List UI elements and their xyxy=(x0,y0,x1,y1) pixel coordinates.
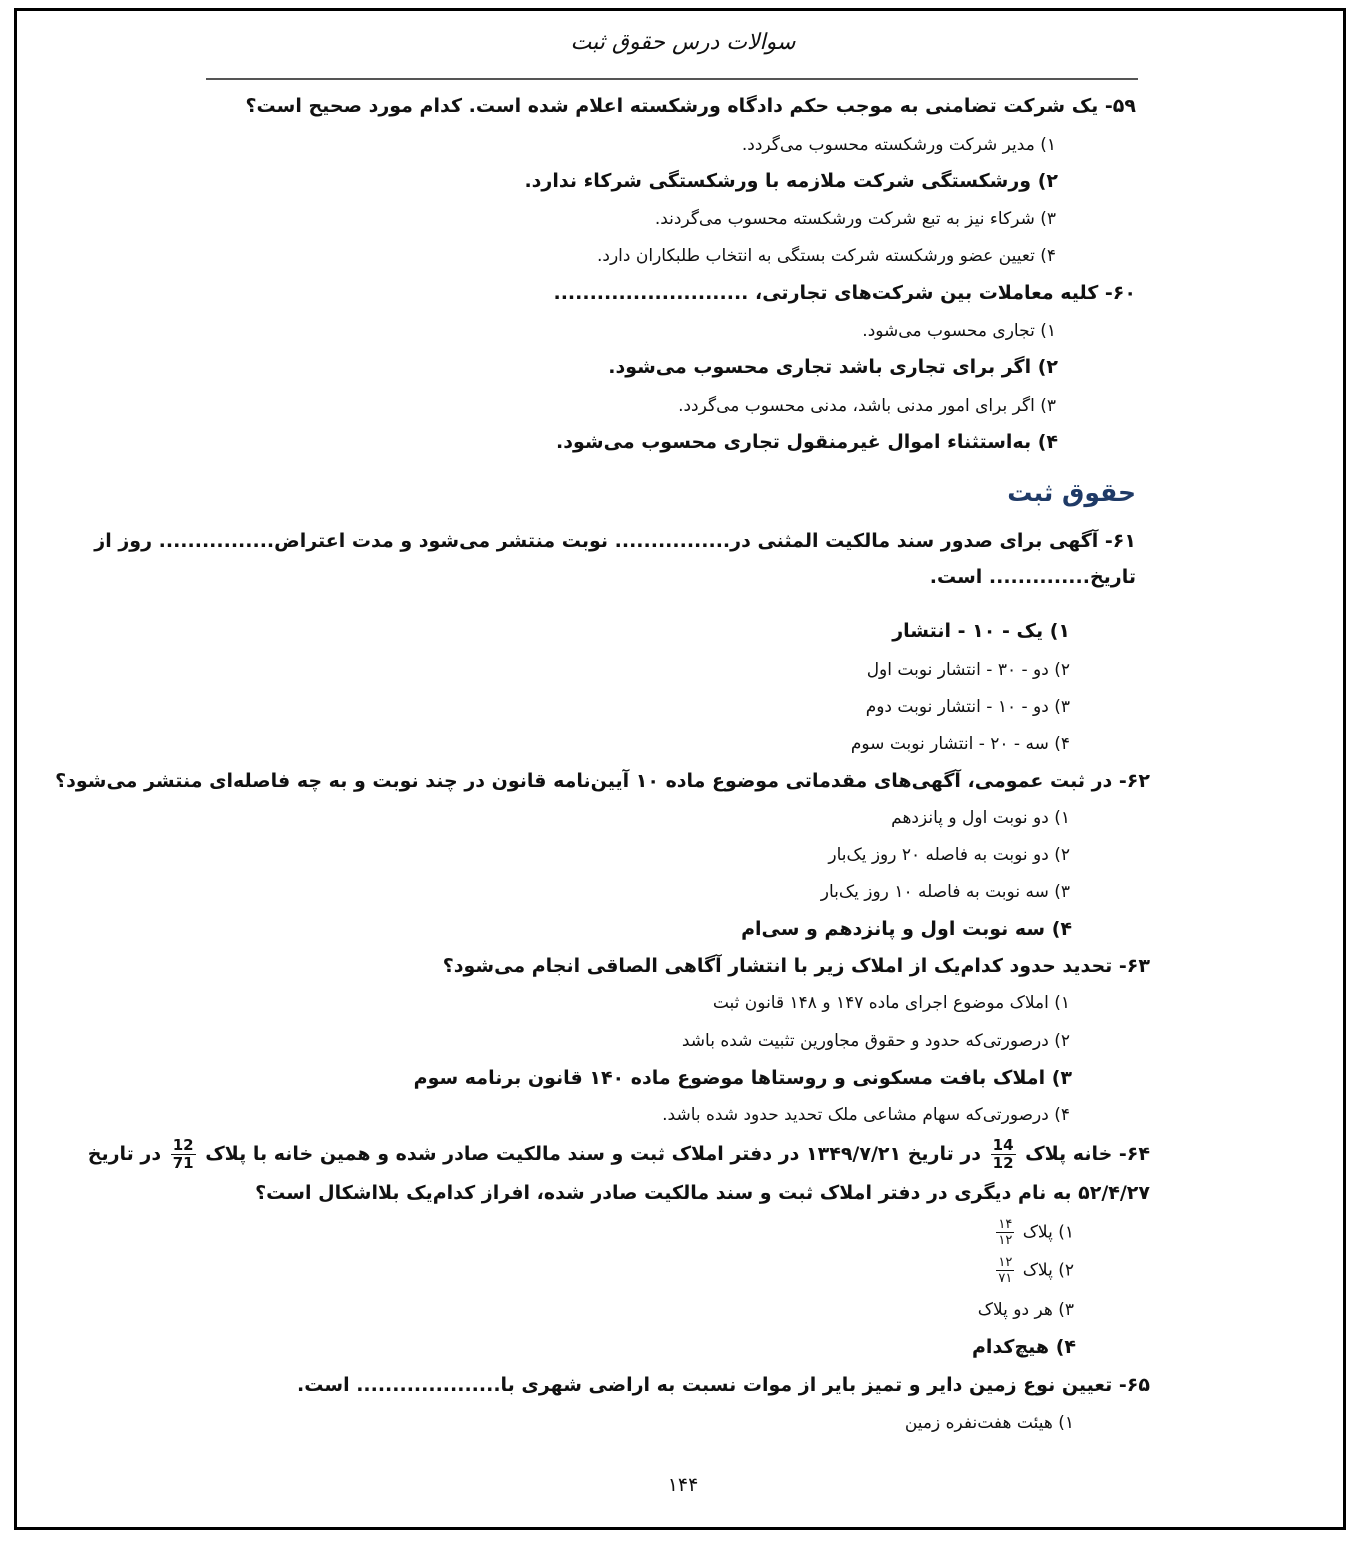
q64-option-2-label: ۲) پلاک xyxy=(1022,1260,1074,1281)
q64-plate-fraction-1 xyxy=(991,1138,1016,1171)
q62-option-3: ۳) سه نوبت به فاصله ۱۰ روز یک‌بار xyxy=(820,882,1070,902)
q62-option-1: ۱) دو نوبت اول و پانزدهم xyxy=(891,808,1070,828)
q63-option-1: ۱) املاک موضوع اجرای ماده ۱۴۷ و ۱۴۸ قانون ثبت xyxy=(712,993,1070,1013)
q64-plate-fraction-2 xyxy=(171,1138,196,1171)
page-number: ۱۴۴ xyxy=(667,1474,699,1496)
question-61-line-1: ۶۱- آگهی برای صدور سند مالکیت المثنی در................ نوبت منتشر می‌شود و مدت اعتراض................ روز از xyxy=(94,530,1136,552)
page-border xyxy=(14,8,1346,1530)
q64-option-4: ۴) هیچ‌کدام xyxy=(972,1336,1076,1358)
q65-option-1: ۱) هیئت هفت‌نفره زمین xyxy=(904,1413,1074,1433)
q64-fraction-2-numerator: 12 xyxy=(172,1136,194,1154)
q64-option-1-denominator: ۱۲ xyxy=(998,1233,1013,1248)
question-61-line-2: تاریخ.............. است. xyxy=(929,566,1136,588)
q61-option-1: ۱) یک - ۱۰ - انتشار xyxy=(892,620,1070,642)
q64-fraction-1-denominator: 12 xyxy=(992,1154,1014,1172)
q64-option-2-fraction xyxy=(996,1256,1014,1285)
question-65: ۶۵- تعیین نوع زمین دایر و تمیز بایر از موات نسبت به اراضی شهری با.................... است. xyxy=(297,1374,1150,1396)
q61-option-2: ۲) دو - ۳۰ - انتشار نوبت اول xyxy=(866,660,1070,680)
q59-option-2: ۲) ورشکستگی شرکت ملازمه با ورشکستگی شرکاء ندارد. xyxy=(524,170,1058,192)
q62-option-2: ۲) دو نوبت به فاصله ۲۰ روز یک‌بار xyxy=(828,845,1070,865)
q64-fraction-2-denominator: 71 xyxy=(172,1154,194,1172)
section-title: حقوق ثبت xyxy=(1007,478,1136,507)
question-62: ۶۲- در ثبت عمومی، آگهی‌های مقدماتی موضوع ماده ۱۰ آیین‌نامه قانون در چند نوبت و به چه فاصله‌ای منتشر می‌شود؟ xyxy=(55,770,1150,792)
header-rule xyxy=(206,78,1138,80)
q64-option-1 xyxy=(993,1218,1074,1247)
q63-option-4: ۴) درصورتی‌که سهام مشاعی ملک تحدید حدود شده باشد. xyxy=(662,1105,1070,1125)
question-63: ۶۳- تحدید حدود کدام‌یک از املاک زیر با انتشار آگاهی الصاقی انجام می‌شود؟ xyxy=(442,955,1150,977)
q64-option-2 xyxy=(993,1256,1074,1285)
q64-text-c: در تاریخ xyxy=(87,1143,162,1165)
question-60: ۶۰- کلیه معاملات بین شرکت‌های تجارتی، ........................... xyxy=(553,282,1136,304)
running-header: سوالات درس حقوق ثبت xyxy=(570,30,796,55)
q64-text-b: در تاریخ ۱۳۴۹/۷/۲۱ در دفتر املاک ثبت و سند مالکیت صادر شده و همین خانه با پلاک xyxy=(205,1143,982,1165)
q60-option-3: ۳) اگر برای امور مدنی باشد، مدنی محسوب می‌گردد. xyxy=(678,396,1056,416)
q64-option-1-numerator: ۱۴ xyxy=(998,1217,1013,1232)
q60-option-4: ۴) به‌استثناء اموال غیرمنقول تجاری محسوب می‌شود. xyxy=(556,431,1058,453)
q59-option-1: ۱) مدیر شرکت ورشکسته محسوب می‌گردد. xyxy=(741,135,1056,155)
q64-text-a: ۶۴- خانه پلاک xyxy=(1025,1143,1150,1165)
q59-option-3: ۳) شرکاء نیز به تبع شرکت ورشکسته محسوب می‌گردند. xyxy=(654,209,1056,229)
q61-option-4: ۴) سه - ۲۰ - انتشار نوبت سوم xyxy=(850,734,1070,754)
q63-option-3: ۳) املاک بافت مسکونی و روستاها موضوع ماده ۱۴۰ قانون برنامه سوم xyxy=(413,1067,1072,1089)
question-64-line-1 xyxy=(88,1138,1150,1171)
q60-option-1: ۱) تجاری محسوب می‌شود. xyxy=(862,321,1056,341)
q64-option-1-fraction xyxy=(996,1218,1014,1247)
q64-fraction-1-numerator: 14 xyxy=(992,1136,1014,1154)
q59-option-4: ۴) تعیین عضو ورشکسته شرکت بستگی به انتخاب طلبکاران دارد. xyxy=(596,246,1056,266)
q64-option-2-denominator: ۷۱ xyxy=(998,1271,1013,1286)
q63-option-2: ۲) درصورتی‌که حدود و حقوق مجاورین تثبیت شده باشد xyxy=(681,1031,1070,1051)
q64-option-3: ۳) هر دو پلاک xyxy=(977,1300,1074,1320)
q62-option-4: ۴) سه نوبت اول و پانزدهم و سی‌ام xyxy=(741,918,1072,940)
q60-option-2: ۲) اگر برای تجاری باشد تجاری محسوب می‌شود. xyxy=(608,356,1058,378)
question-64-line-2: ۵۲/۴/۲۷ به نام دیگری در دفتر املاک ثبت و سند مالکیت صادر شده، افراز کدام‌یک بلااشکال است؟ xyxy=(255,1182,1150,1204)
question-59: ۵۹- یک شرکت تضامنی به موجب حکم دادگاه ورشکسته اعلام شده است. کدام مورد صحیح است؟ xyxy=(245,95,1136,117)
q61-option-3: ۳) دو - ۱۰ - انتشار نوبت دوم xyxy=(865,697,1070,717)
q64-option-2-numerator: ۱۲ xyxy=(998,1255,1013,1270)
q64-option-1-label: ۱) پلاک xyxy=(1022,1222,1074,1243)
